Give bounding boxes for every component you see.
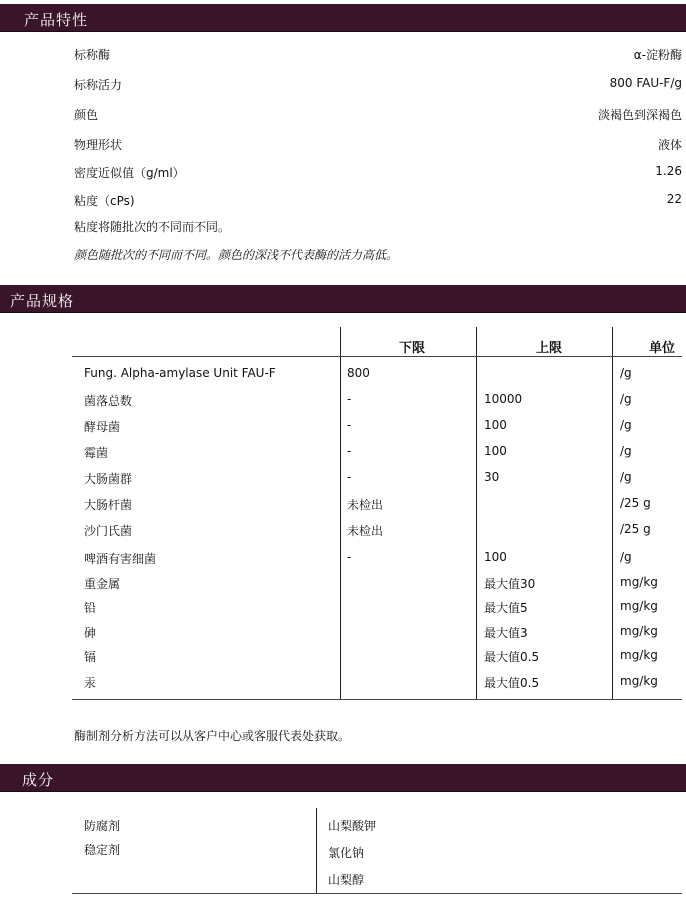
ingredient-item: 山梨酸钾 bbox=[328, 819, 377, 833]
row-name: Fung. Alpha-amylase Unit FAU-F bbox=[84, 366, 276, 380]
property-value: 22 bbox=[666, 192, 682, 206]
row-unit: /g bbox=[620, 470, 632, 484]
section-header-ingredients bbox=[0, 764, 686, 792]
viscosity-note: 粘度将随批次的不同而不同。 bbox=[74, 220, 231, 234]
row-upper: 最大值0.5 bbox=[484, 676, 540, 690]
header-unit: 单位 bbox=[649, 341, 676, 356]
row-upper: 100 bbox=[484, 418, 507, 432]
property-row bbox=[74, 190, 682, 210]
property-label: 标称活力 bbox=[74, 78, 123, 92]
row-name: 大肠杆菌 bbox=[84, 498, 133, 512]
table-row bbox=[72, 621, 682, 644]
property-row bbox=[74, 134, 682, 154]
row-lower: 未检出 bbox=[347, 498, 384, 512]
row-name: 沙门氏菌 bbox=[84, 524, 133, 538]
row-unit: /g bbox=[620, 392, 632, 406]
property-row bbox=[74, 104, 682, 124]
table-row bbox=[72, 415, 682, 438]
table-row bbox=[72, 389, 682, 412]
table-row bbox=[72, 441, 682, 464]
row-name: 酵母菌 bbox=[84, 420, 121, 434]
row-lower: 800 bbox=[347, 366, 370, 380]
row-upper: 100 bbox=[484, 550, 507, 564]
section-header-specifications bbox=[0, 285, 686, 313]
header-lower: 下限 bbox=[399, 341, 426, 356]
row-unit: /g bbox=[620, 444, 632, 458]
row-lower: - bbox=[347, 418, 352, 432]
row-lower: - bbox=[347, 470, 352, 484]
ingredients-table bbox=[72, 808, 682, 894]
property-value: 淡褐色到深褐色 bbox=[597, 108, 682, 122]
section-title: 成分 bbox=[22, 771, 55, 789]
row-unit: mg/kg bbox=[620, 648, 658, 662]
section-header-properties bbox=[0, 4, 686, 32]
property-row bbox=[74, 44, 682, 64]
row-name: 镉 bbox=[84, 650, 97, 664]
row-lower: 未检出 bbox=[347, 524, 384, 538]
property-value: 1.26 bbox=[655, 164, 682, 178]
color-note: 颜色随批次的不同而不同。颜色的深浅不代表酶的活力高低。 bbox=[74, 248, 399, 262]
row-name: 霉菌 bbox=[84, 446, 109, 460]
row-unit: /g bbox=[620, 366, 632, 380]
property-value: 800 FAU-F/g bbox=[609, 76, 682, 90]
row-unit: mg/kg bbox=[620, 674, 658, 688]
row-name: 大肠菌群 bbox=[84, 472, 133, 486]
row-lower: - bbox=[347, 550, 352, 564]
row-name: 砷 bbox=[84, 626, 97, 640]
row-unit: /g bbox=[620, 418, 632, 432]
analysis-note: 酶制剂分析方法可以从客户中心或客服代表处获取。 bbox=[74, 729, 351, 743]
property-value: α-淀粉酶 bbox=[633, 48, 682, 62]
table-row bbox=[72, 596, 682, 619]
row-name: 菌落总数 bbox=[84, 394, 133, 408]
row-upper: 最大值3 bbox=[484, 626, 528, 640]
table-row bbox=[72, 363, 682, 386]
table-row bbox=[72, 467, 682, 490]
row-name: 汞 bbox=[84, 676, 97, 690]
table-row bbox=[72, 547, 682, 570]
table-row bbox=[72, 645, 682, 668]
section-title: 产品规格 bbox=[10, 292, 75, 310]
row-upper: 10000 bbox=[484, 392, 523, 406]
spec-table bbox=[72, 327, 682, 700]
row-lower: - bbox=[347, 392, 352, 406]
property-row bbox=[74, 74, 682, 94]
property-label: 粘度（cPs) bbox=[74, 194, 135, 208]
row-name: 重金属 bbox=[84, 577, 121, 591]
row-lower: - bbox=[347, 444, 352, 458]
row-unit: mg/kg bbox=[620, 575, 658, 589]
table-row bbox=[72, 493, 682, 516]
property-label: 标称酶 bbox=[74, 48, 111, 62]
ingredient-item: 山梨醇 bbox=[328, 873, 365, 887]
property-label: 密度近似值（g/ml） bbox=[74, 166, 185, 180]
property-label: 物理形状 bbox=[74, 138, 123, 152]
row-unit: /25 g bbox=[620, 522, 651, 536]
table-row bbox=[72, 671, 682, 694]
property-label: 颜色 bbox=[74, 108, 99, 122]
row-unit: /g bbox=[620, 550, 632, 564]
preservative-label: 防腐剂 bbox=[84, 819, 121, 833]
row-upper: 100 bbox=[484, 444, 507, 458]
row-unit: mg/kg bbox=[620, 624, 658, 638]
section-title: 产品特性 bbox=[24, 11, 89, 29]
property-row bbox=[74, 162, 682, 182]
header-upper: 上限 bbox=[536, 341, 563, 356]
table-row bbox=[72, 572, 682, 595]
row-upper: 最大值30 bbox=[484, 577, 536, 591]
stabilizer-label: 稳定剂 bbox=[84, 843, 121, 857]
table-row bbox=[72, 519, 682, 542]
row-unit: /25 g bbox=[620, 496, 651, 510]
row-name: 铅 bbox=[84, 601, 97, 615]
row-name: 啤酒有害细菌 bbox=[84, 552, 157, 566]
property-value: 液体 bbox=[657, 138, 682, 152]
row-upper: 最大值0.5 bbox=[484, 650, 540, 664]
row-upper: 最大值5 bbox=[484, 601, 528, 615]
row-upper: 30 bbox=[484, 470, 500, 484]
ingredient-item: 氯化钠 bbox=[328, 846, 365, 860]
row-unit: mg/kg bbox=[620, 599, 658, 613]
